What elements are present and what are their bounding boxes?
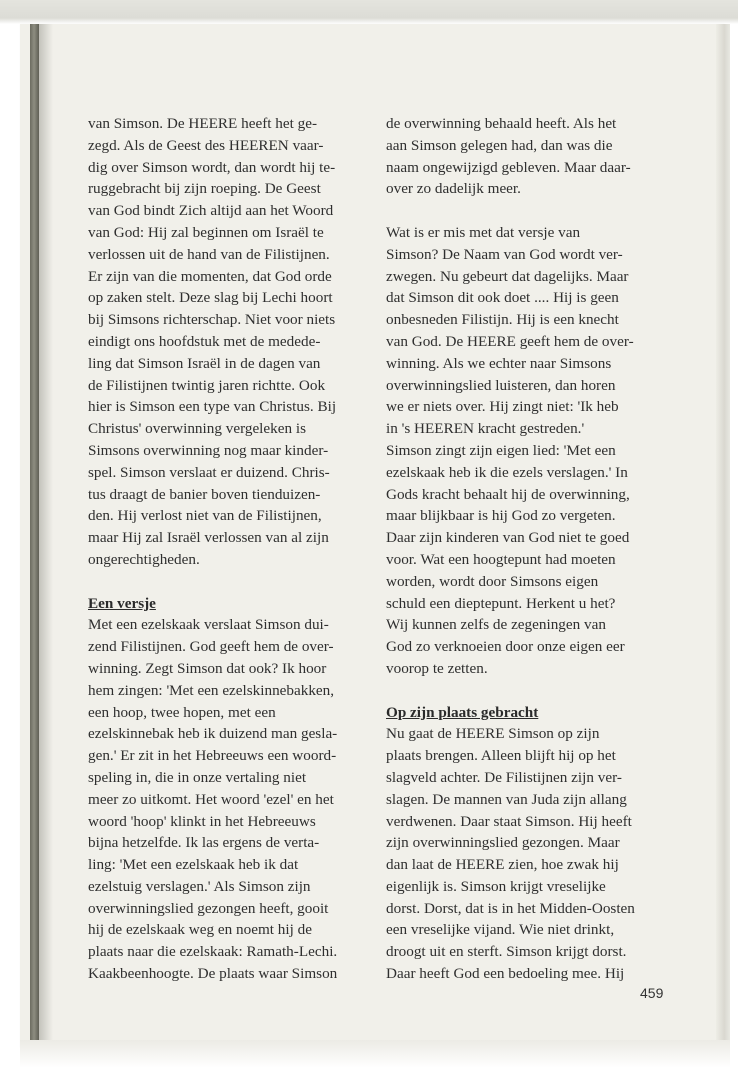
text-line: op zaken stelt. Deze slag bij Lechi hoort [88,289,333,307]
text-line: bij Simsons richterschap. Niet voor niets [88,311,336,329]
paragraph-gap [88,571,374,593]
book-spine [30,24,39,1048]
text-line: Wij kunnen zelfs de zegeningen van [386,616,606,634]
text-line: plaats naar die ezelskaak: Ramath-Lechi. [88,943,338,961]
left-paragraph-1 [88,113,374,571]
text-line: Christus' overwinning vergeleken is [88,420,307,438]
text-line: de Filistijnen twintig jaren richtte. Ook [88,376,326,394]
text-line: hier is Simson een type van Christus. Bij [88,398,337,416]
text-line: ling: 'Met een ezelskaak heb ik dat [88,856,299,874]
paragraph-gap [386,200,672,222]
right-paragraph-2 [386,222,672,680]
text-line: zijn overwinningslied gezongen. Maar [386,834,620,852]
text-line: gen.' Er zit in het Hebreeuws een woord- [88,747,337,765]
text-line: van God: Hij zal beginnen om Israël te [88,223,324,241]
text-line: onbesneden Filistijn. Hij is een knecht [386,311,619,329]
text-line: slagveld achter. De Filistijnen zijn ver- [386,768,622,786]
spine-shadow [39,24,53,1048]
text-line: winning. Zegt Simson dat ook? Ik hoor [88,659,327,677]
right-column [386,113,672,985]
text-line: ezelstuig verslagen.' Als Simson zijn [88,877,311,895]
page-bottom-edge [20,1040,730,1068]
text-line: een vreselijke vijand. Wie niet drinkt, [386,921,615,939]
text-line: Met een ezelskaak verslaat Simson dui- [88,616,329,634]
text-line: voorop te zetten. [386,659,488,677]
text-line: ruggebracht bij zijn roeping. De Geest [88,180,321,198]
text-line: aan Simson gelegen had, dan was die [386,136,613,154]
text-line: in 's HEEREN kracht gestreden.' [386,420,585,438]
right-paragraph-3 [386,723,672,985]
text-line: Kaakbeenhoogte. De plaats waar Simson [88,965,338,983]
text-line: bijna hetzelfde. Ik las ergens de verta- [88,834,320,852]
text-line: de overwinning behaald heeft. Als het [386,115,617,132]
text-line: plaats brengen. Alleen blijft hij op het [386,747,616,765]
text-line: Wat is er mis met dat versje van [386,223,581,241]
text-line: schuld een dieptepunt. Herkent u het? [386,594,616,612]
text-line: we er niets over. Hij zingt niet: 'Ik heb [386,398,619,416]
text-line: Daar heeft God een bedoeling mee. Hij [386,965,625,983]
text-line: meer zo uitkomt. Het woord 'ezel' en het [88,790,334,808]
text-line: dan laat de HEERE zien, hoe zwak hij [386,856,619,874]
text-line: over zo dadelijk meer. [386,180,521,198]
right-paragraph-1 [386,113,672,200]
text-line: speling in, die in onze vertaling niet [88,768,307,786]
text-line: dat Simson dit ook doet .... Hij is geen [386,289,619,307]
text-line: God zo verknoeien door onze eigen eer [386,638,625,656]
text-line: Simson? De Naam van God wordt ver- [386,245,623,263]
left-paragraph-2 [88,614,374,985]
text-line: slagen. De mannen van Juda zijn allang [386,790,627,808]
left-column [88,113,374,985]
text-line: overwinningslied gezongen heeft, gooit [88,899,329,917]
text-line: Er zijn van die momenten, dat God orde [88,267,332,285]
text-line: hem zingen: 'Met een ezelskinnebakken, [88,681,335,699]
text-line: hij de ezelskaak weg en noemt hij de [88,921,312,939]
text-line: eindigt ons hoofdstuk met de mededе- [88,332,321,350]
text-line: maar blijkbaar is hij God zo vergeten. [386,507,616,525]
section-heading-op-zijn-plaats-gebracht: Op zijn plaats gebracht [386,703,539,721]
text-line: den. Hij verlost niet van de Filistijnen, [88,507,322,525]
text-line: een hoop, twee hopen, met een [88,703,276,721]
text-line: Simsons overwinning nog maar kinder- [88,441,329,459]
text-line: worden, wordt door Simsons eigen [386,572,599,590]
text-line: ezelskinnebak heb ik duizend man gesla- [88,725,338,743]
text-line: Gods kracht behaalt hij de overwinning, [386,485,630,503]
text-line: tus draagt de banier boven tienduizen- [88,485,321,503]
paragraph-gap [386,680,672,702]
text-line: ling dat Simson Israël in de dagen van [88,354,321,372]
text-line: voor. Wat een hoogtepunt had moeten [386,550,616,568]
text-line: winning. Als we echter naar Simsons [386,354,612,372]
text-line: dig over Simson wordt, dan wordt hij te- [88,158,336,176]
text-line: Nu gaat de HEERE Simson op zijn [386,725,600,743]
text-line: eigenlijk is. Simson krijgt vreselijke [386,877,606,895]
text-line: Simson zingt zijn eigen lied: 'Met een [386,441,616,459]
text-line: woord 'hoop' klinkt in het Hebreeuws [88,812,316,830]
text-line: van God bindt Zich altijd aan het Woord [88,202,334,220]
text-line: zend Filistijnen. God geeft hem de over- [88,638,334,656]
text-line: ezelskaak heb ik die ezels verslagen.' In [386,463,628,481]
text-line: overwinningslied luisteren, dan horen [386,376,616,394]
text-line: verlossen uit de hand van de Filistijnen. [88,245,330,263]
text-line: droogt uit en sterft. Simson krijgt dorst. [386,943,627,961]
text-line: zwegen. Nu gebeurt dat dagelijks. Maar [386,267,629,285]
page-edge [716,24,730,1048]
text-line: van Simson. De HEERE heeft het ge- [88,115,318,132]
text-line: verdwenen. Daar staat Simson. Hij heeft [386,812,632,830]
text-line: naam ongewijzigd gebleven. Maar daar- [386,158,631,176]
text-line: Daar zijn kinderen van God niet te goed [386,529,630,547]
page-number: 459 [640,985,664,1001]
text-line: maar Hij zal Israël verlossen van al zijn [88,529,329,547]
section-heading-een-versje: Een versje [88,594,156,612]
text-line: dorst. Dorst, dat is in het Midden-Oosten [386,899,635,917]
text-line: van God. De HEERE geeft hem de over- [386,332,634,350]
text-line: zegd. Als de Geest des HEEREN vaar- [88,136,324,154]
text-line: spel. Simson verslaat er duizend. Chris- [88,463,330,481]
text-line: ongerechtigheden. [88,550,200,568]
